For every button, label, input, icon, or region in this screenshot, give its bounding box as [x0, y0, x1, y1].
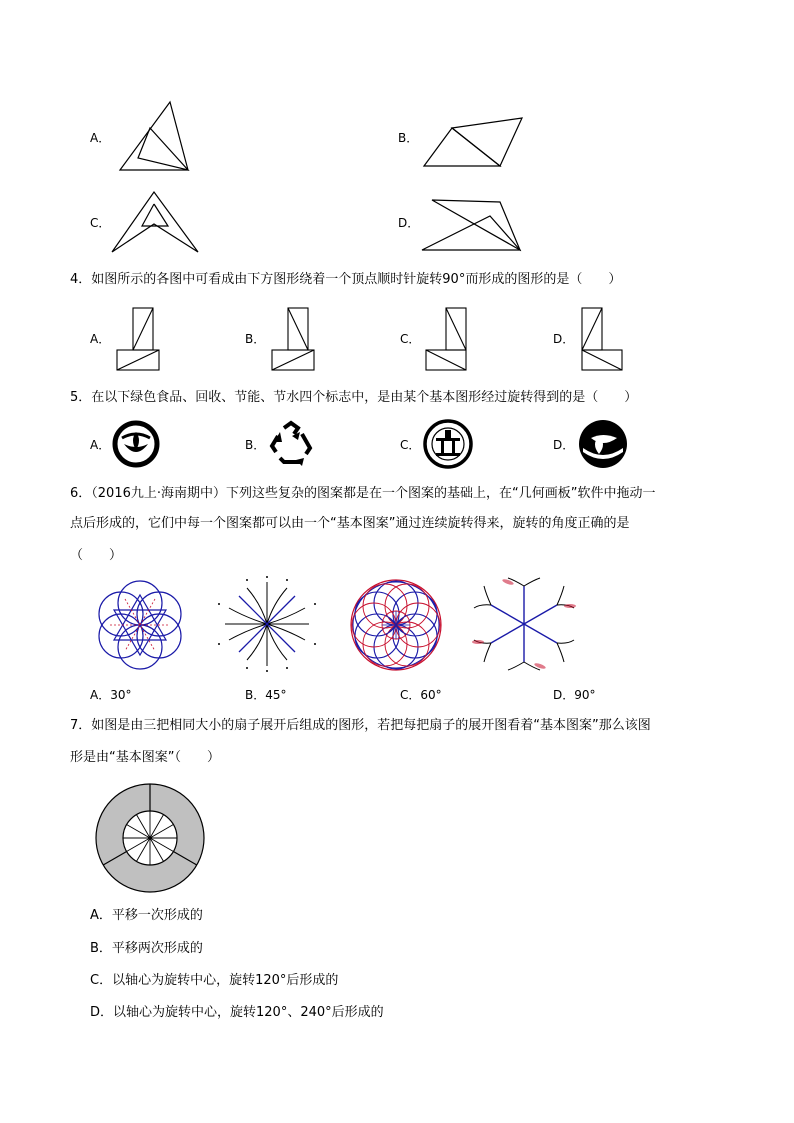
q6-pattern-2-figure [214, 574, 320, 674]
q4-option-b-figure [270, 306, 316, 372]
q3-option-d-label: D． [398, 216, 420, 230]
q6-option-d-letter: D． [553, 688, 575, 702]
q4-option-b-label: B． [245, 332, 266, 346]
q4-stem: 4．如图所示的各图中可看成由下方图形绕着一个顶点顺时针旋转90°而形成的图形的是（ ） [70, 272, 622, 287]
q6-option-b-letter: B． [245, 688, 266, 702]
q6-stem-line3: （ ） [70, 548, 123, 563]
q6-option-a-letter: A． [90, 688, 111, 702]
q6-stem-line1: 6．（2016九上·海南期中）下列这些复杂的图案都是在一个图案的基础上，在“几何画板”软件中拖动一 [70, 486, 656, 501]
green-food-logo-icon [112, 420, 160, 468]
q3-option-a-figure [112, 100, 192, 172]
q3-option-b-figure [422, 116, 524, 168]
q4-option-c-figure [424, 306, 470, 372]
q3-option-c-figure [110, 190, 200, 254]
q6-option-a [90, 688, 132, 702]
q3-option-a-label: A． [90, 131, 111, 145]
q6-option-c-letter: C． [400, 688, 421, 702]
q7-stem-line1: 7．如图是由三把相同大小的扇子展开后组成的图形，若把每把扇子的展开图看着“基本图案”那么该图 [70, 718, 651, 733]
q3-option-d-figure [420, 196, 522, 252]
q5-option-c-label: C． [400, 438, 421, 452]
q4-option-d-figure [578, 306, 624, 372]
q6-option-d [553, 688, 596, 702]
q4-option-c-label: C． [400, 332, 421, 346]
q3-option-c-label: C． [90, 216, 111, 230]
water-saving-logo-icon [577, 418, 629, 470]
q6-option-b [245, 688, 287, 702]
energy-saving-logo-icon [422, 418, 474, 470]
q6-pattern-3-figure [347, 576, 445, 674]
fan-ring-figure [94, 782, 206, 894]
q6-option-b-value: 45° [265, 688, 287, 702]
q5-option-a-label: A． [90, 438, 111, 452]
q5-option-b-label: B． [245, 438, 266, 452]
q7-option-b: B．平移两次形成的 [90, 941, 203, 956]
q7-option-d: D．以轴心为旋转中心，旋转120°、240°后形成的 [90, 1005, 384, 1020]
q6-pattern-4-figure [472, 576, 576, 672]
q4-option-a-figure [115, 306, 161, 372]
q6-option-a-value: 30° [110, 688, 132, 702]
q3-option-b-label: B． [398, 131, 419, 145]
q6-option-c-value: 60° [420, 688, 442, 702]
recycle-logo-icon [266, 420, 316, 468]
q7-stem-line2: 形是由“基本图案”（ ） [70, 750, 220, 765]
q6-stem-line2: 点后形成的，它们中每一个图案都可以由一个“基本图案”通过连续旋转得来，旋转的角度正确的是 [70, 516, 630, 531]
q6-pattern-1-figure [93, 578, 187, 672]
q5-option-d-label: D． [553, 438, 575, 452]
q4-option-a-label: A． [90, 332, 111, 346]
q6-option-c [400, 688, 442, 702]
q4-option-d-label: D． [553, 332, 575, 346]
q7-option-c: C．以轴心为旋转中心，旋转120°后形成的 [90, 973, 339, 988]
q5-stem: 5．在以下绿色食品、回收、节能、节水四个标志中，是由某个基本图形经过旋转得到的是（ ） [70, 390, 638, 405]
q6-option-d-value: 90° [574, 688, 596, 702]
q7-option-a: A．平移一次形成的 [90, 908, 203, 923]
